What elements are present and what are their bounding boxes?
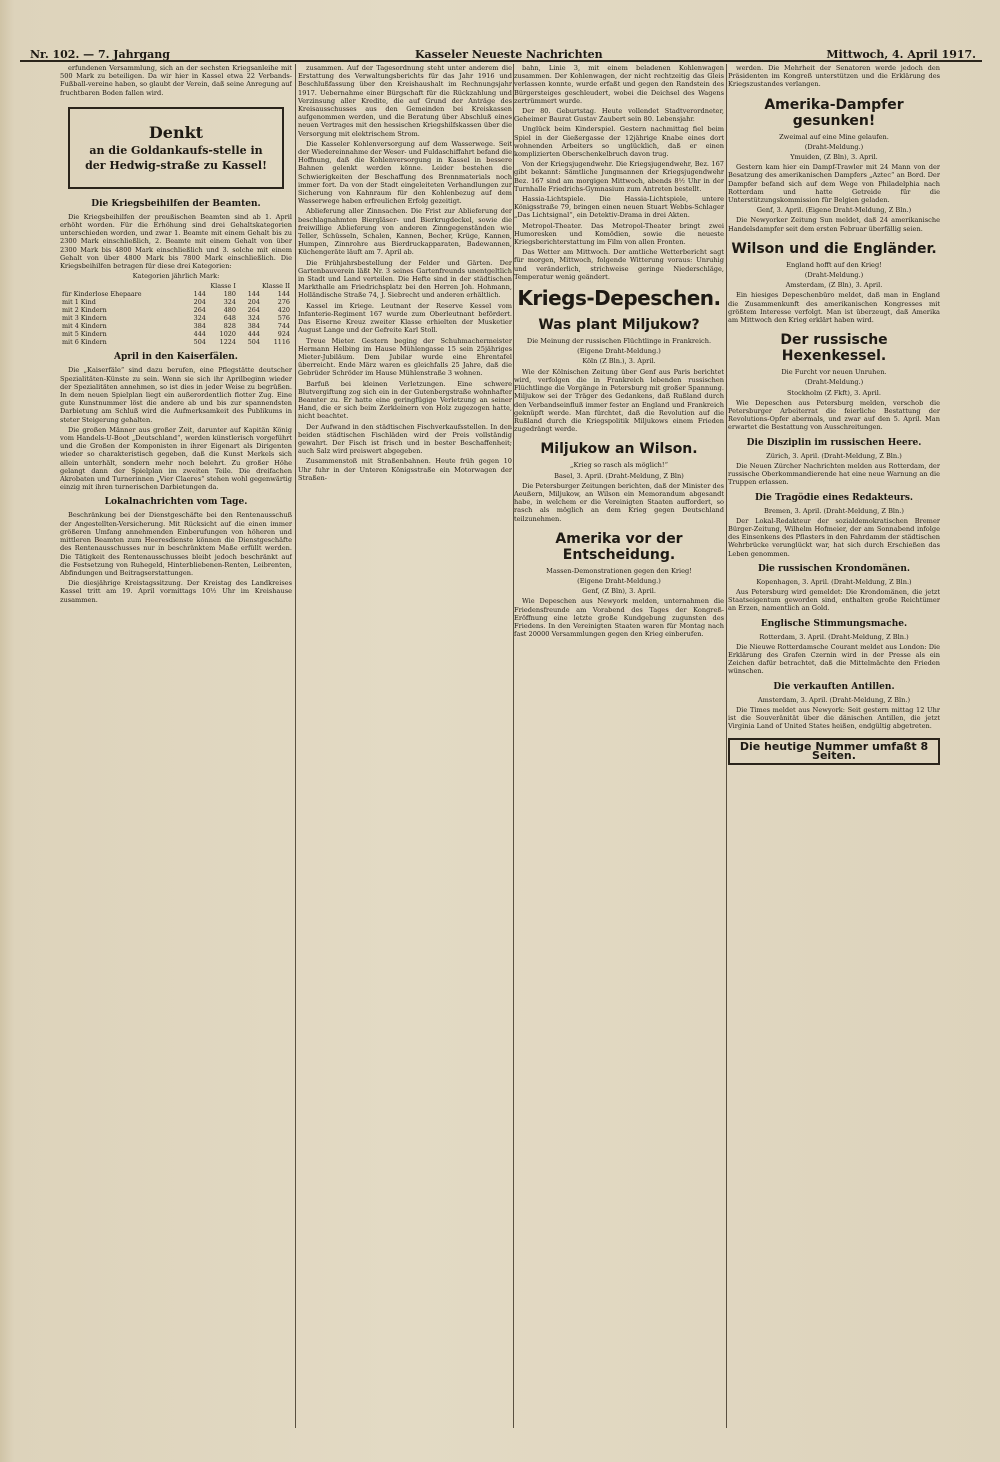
article-heading: Die Kriegsbeihilfen der Beamten. [91,198,261,209]
article-text: Wie der Kölnischen Zeitung über Genf aus Paris berichtet wird, verfolgen die in Frankreich lebenden russischen Flüchtlinge die Vorgänge in Petersburg mit großer Spannung. Miljukow sei der Träger des Gedankens, daß Rußland durch den Verbandseinfluß immer fester an England und Frankreich geknüpft werde. Man fürchtet, daß die Revolution auf die Rußland durch die Kriegspolitik Miljukows einem Frieden zugedrängt werde. [514,367,724,434]
article-text: Die Kasseler Kohlenversorgung auf dem Wasserwege. Seit der Wiedereinnahme der Weser- und Fuldaschiffahrt befand die Hoffnung, daß die Kohlenversorgung in Kassel in bessere Bahnen gelenkt werden könne. Leider bestehen die Schwierigkeiten der Beschaffung des Brennmaterials noch immer fort. Da von der Stadt eingeleiteten Verhandlungen zur Sicherung von Kahnraum für den Kohlenbezug auf dem Wasserwege haben erfreulichen Erfolg gezeitigt. [298,139,512,206]
table-header: Klasse II [261,282,290,291]
dateline: Amsterdam, (Z Bln), 3. April. [785,281,883,290]
article-heading: Die Disziplin im russischen Heere. [746,437,922,448]
page-count-notice: Die heutige Nummer umfaßt 8 Seiten. [728,738,940,764]
table-header: Klasse I [210,282,236,291]
table-row: mit 5 Kindern 444 1020 444 924 [62,330,290,339]
article-text: Die Times meldet aus Newyork: Seit gestern mittag 12 Uhr ist die Souveränität über die dänischen Antillen, die jetzt Virginia Land of United States heißen, endgültig abgetreten. [728,705,940,731]
article-heading: Die verkauften Antillen. [773,681,895,692]
article-subheading: Massen-Demonstrationen gegen den Krieg! [546,566,692,575]
article-heading: Amerika vor der Entscheidung. [555,530,683,563]
newspaper-title: Kasseler Neueste Nachrichten [415,48,603,61]
table-row: mit 6 Kindern 504 1224 504 1116 [62,338,290,347]
article-text: Die Nieuwe Rotterdamsche Courant meldet aus London: Die Erklärung des Grafen Czernin wird in der Presse als ein Zeichen dafür betrachtet, daß die Mittelmächte den Frieden wünschen. [728,642,940,676]
dateline: Bremen, 3. April. (Draht-Meldung, Z Bln.) [764,506,904,515]
article-text: Kassel im Kriege. Leutnant der Reserve Kessel vom Infanterie-Regiment 167 wurde zum Oberleutnant befördert. Das Eiserne Kreuz zweiter Klasse erhielten der Musketier August Lange und der Gefreite Karl Stoll. [298,301,512,335]
article-source: (Draht-Meldung.) [804,378,864,387]
table-header [60,282,184,290]
article-text: erfundenen Versammlung, sich an der sechsten Kriegsanleihe mit 500 Mark zu beteiligen. Da wir hier in Kassel etwa 22 Verbands-Fußball-vereine haben, so glaubt der Verein, daß seine Anregung auf fruchtbaren Boden fallen wird. [60,64,292,97]
article-text: Die Kriegsbeihilfen der preußischen Beamten sind ab 1. April erhöht worden. Für die Erhöhung sind drei Gehaltskategorien unterschieden worden, und zwar 1. Beamte mit einem Gehalt bis zu 2300 Mark einschließlich, 2. Beamte mit einem Gehalt von über 2300 Mark bis 4800 Mark einschließlich und 3. solche mit einem Gehalt von über 4800 Mark bis 7800 Mark einschließlich. Die Kriegsbeihilfen betragen für diese drei Kategorien: [60,212,292,271]
dateline: Genf, 3. April. (Eigene Draht-Meldung, Z Bln.) [756,206,912,215]
goldankauf-notice [68,107,284,189]
article-text: Die Petersburger Zeitungen berichten, daß der Minister des Aeußern, Miljukow, an Wilson ein Memorandum abgesandt habe, in welchem er die Vereinigten Staaten auffordert, so rasch als möglich an dem Krieg gegen Deutschland teilzunehmen. [514,481,724,523]
article-subheading: England hofft auf den Krieg! [786,260,882,269]
article-text: Von der Kriegsjugendwehr. Die Kriegsjugendwehr, Bez. 167 gibt bekannt: Sämtliche Jungmannen der Kriegsjugendwehr Bez. 167 sind am morgigen Mittwoch, abends 8½ Uhr in der Turnhalle Friedrichs-Gymnasium zum Antreten bestellt. [514,160,724,193]
article-text: Die großen Männer aus großer Zeit, darunter auf Kapitän König vom Handels-U-Boot „Deutschland“, werden künstlerisch vorgeführt und die Großen der Komponisten in ihrer Eigenart als Dirigenten wieder so charakteristisch gegeben, daß die Kunst Merkels sich allein unterhält, sondern mehr noch belehrt. Zu großer Höhe gelangt dann der Spielplan im zweiten Teile. Die dreifachen Akrobaten und Turnerinnen „Vier Claeres“ stehen wohl gegenwärtig einzig mit ihren turnerischen Darbietungen da. [60,425,292,492]
article-text: Beschränkung bei der Dienstgeschäfte bei den Rentenausschuß der Angestellten-Versicherung. Mit Rücksicht auf die einen immer größeren Umfang annehmenden Einberufungen von höheren und mittleren Beamten zum Heeresdienste können die Dienstgeschäfte des Rentenausschusses nur in beschränktem Maße erfüllt werden. Die Tätigkeit des Rentenausschusses bleibt jedoch beschränkt auf die Festsetzung von Ruhegeld, Hinterbliebenen-Renten, Leibrenten, Abfindungen und Beitragserstattungen. [60,511,292,577]
article-text: Die diesjährige Kreistagssitzung. Der Kreistag des Landkreises Kassel tritt am 19. April vormittags 10½ Uhr im Kreishause zusammen. [60,579,292,604]
article-text: Die Frühjahrsbestellung der Felder und Gärten. Der Gartenbauverein läßt Nr. 3 seines Gartenfreunds unentgeltlich in Stadt und Land verteilen. Die Hefte sind in der städtischen Markthalle am Friedrichsplatz bei den Herren Joh. Hohmann, Holländische Straße 74, J. Siebrecht und anderen erhältlich. [298,258,512,300]
table-row: mit 1 Kind 204 324 204 276 [62,298,290,307]
article-heading: April in den Kaiserfälen. [114,352,238,363]
article-text: Unglück beim Kinderspiel. Gestern nachmittag fiel beim Spiel in der Gießergasse der 12jährige Knabe eines dort wohnenden Arbeiters so unglücklich, daß er einen komplizierten Oberschenkelbruch davon trug. [514,125,724,159]
table-row: für Kinderlose Ehepaare 144 180 144 144 [62,290,290,299]
article-text: Die Neuen Zürcher Nachrichten melden aus Rotterdam, der russische Oberkommandierende hat eine neue Warnung an die Truppen erlassen. [728,461,940,487]
dateline: Ymuiden, (Z Bln), 3. April. [790,153,878,162]
article-heading: Wilson und die Engländer. [731,240,937,257]
article-text: Das Wetter am Mittwoch. Der amtliche Wetterbericht sagt für morgen, Mittwoch, folgende Witterung voraus: Unruhig und veränderlich, strichweise geringe Niederschläge, Temperatur wenig geändert. [514,248,724,281]
article-text: Aus Petersburg wird gemeldet: Die Krondomänen, die jetzt Staatseigentum geworden sind, enthalten große Reichtümer an Erzen, namentlich an Gold. [728,587,940,613]
article-text: Der Aufwand in den städtischen Fischverkaufsstellen. In den beiden städtischen Fischläden wird der Preis vollständig gewahrt. Der Fisch ist frisch und in bester Beschaffenheit; auch Salz wird preiswert abgegeben. [298,422,512,456]
article-source: (Eigene Draht-Meldung.) [577,576,661,585]
article-text: Ein hiesiges Depeschenbüro meldet, daß man in England die Zusammenkunft des amerikanischen Kongresses mit größtem Interesse verfolgt. Man ist überzeugt, daß Amerika am Mittwoch den Krieg erklärt haben wird. [728,291,940,325]
article-text: Die „Kaiserfäle“ sind dazu berufen, eine Pflegstätte deutscher Spezialitäten-Künste zu sein. Wenn sie sich ihr Aprilbeginn wieder der Spezialitäten annehmen, so ist dies in jeder Weise zu begrüßen. In dem neuen Spielplan liegt ein außerordentlich flotter Zug. Eine gute Kunstnummer löst die andere ab und bis zur spannendsten Darbietung am Schluß wird die Aufmerksamkeit des Publikums in steter Steigerung gehalten. [60,366,292,424]
beihilfen-table [60,282,292,346]
dateline: Köln (Z Bln.), 3. April. [582,357,656,366]
table-caption: Kategorien jährlich Mark: [132,272,220,281]
dateline: Genf, (Z Bln), 3. April. [582,587,656,596]
article-heading: Die russischen Krondomänen. [757,563,911,574]
dateline: Amsterdam, 3. April. (Draht-Meldung, Z Bln.) [757,695,911,704]
article-subheading: Die Furcht vor neuen Unruhen. [781,368,887,377]
notice-headline: Denkt [148,122,204,142]
article-heading: Der russische Hexenkessel. [780,332,888,365]
article-text: Die Newyorker Zeitung Sun meldet, daß 24 amerikanische Handelsdampfer seit dem ersten Februar überfällig seien. [728,216,940,233]
masthead [20,34,982,62]
column-rule [726,64,727,1428]
section-heading-kriegs-depeschen: Kriegs-Depeschen. [517,286,721,311]
column-4 [728,64,940,1432]
article-subheading: „Krieg so rasch als möglich!“ [570,461,668,470]
column-3 [514,64,724,1432]
article-subheading: Die Meinung der russischen Flüchtlinge in Frankreich. [526,337,712,346]
dateline: Kopenhagen, 3. April. (Draht-Meldung, Z Bln.) [756,577,912,586]
article-heading: Die Tragödie eines Redakteurs. [754,492,914,503]
article-text: Zusammenstoß mit Straßenbahnen. Heute früh gegen 10 Uhr fuhr in der Unteren Königsstraße ein Motorwagen der Straßen- [298,457,512,482]
article-text: zusammen. Auf der Tagesordnung steht unter anderem die Erstattung des Verwaltungsberichts für das Jahr 1916 und Beschlußfassung über den Kreishaushalt im Rechnungsjahr 1917. Uebernahme einer Bürgschaft für die Rückzahlung und Verzinsung aller Kredite, die auf Grund der Anträge des Kreisausschusses aus den Gemeinden bei Kreiskassen aufgenommen werden, und die Beratung über Abschluß eines neuen Vertrages mit den hessischen Kriegshilfskassen über die Versorgung mit elektrischem Strom. [298,64,512,138]
article-text: bahn, Linie 3, mit einem beladenen Kohlenwagen zusammen. Der Kohlenwagen, der nicht rechtzeitig das Gleis verlassen konnte, wurde erfaßt und gegen den Randstein des Bürgersteiges geschleudert, wobei die Deichsel des Wagens zertrümmert wurde. [514,64,724,105]
article-text: Wie Depeschen aus Petersburg melden, verschob die Petersburger Arbeiterrat die feierliche Bestattung der Revolutions-Opfer abermals, und zwar auf den 5. April. Man erwartet die Bestattung von Ausschreitungen. [728,398,940,432]
dateline: Rotterdam, 3. April. (Draht-Meldung, Z Bln.) [759,632,909,641]
table-row: mit 3 Kindern 324 648 324 576 [62,314,290,323]
article-text: Metropol-Theater. Das Metropol-Theater bringt zwei Humoresken und Komödien, sowie die neueste Kriegsberichterstattung im Film von allen Fronten. [514,221,724,247]
article-subheading: Zweimal auf eine Mine gelaufen. [779,132,889,141]
dateline: Basel, 3. April. (Draht-Meldung, Z Bln) [554,471,684,480]
table-row: mit 2 Kindern 264 480 264 420 [62,306,290,315]
column-1 [60,64,292,1432]
article-heading: Englische Stimmungsmache. [760,618,908,629]
issue-date: Mittwoch, 4. April 1917. [826,48,976,61]
dateline: Stockholm (Z Fkft), 3. April. [786,388,881,397]
article-heading: Lokalnachrichten vom Tage. [104,497,248,508]
article-text: Der 80. Geburtstag. Heute vollendet Stadtverordneter, Geheimer Baurat Gustav Zaubert sein 80. Lebensjahr. [514,107,724,124]
article-text: werden. Die Mehrheit der Senatoren werde jedoch den Präsidenten im Kongreß unterstützen und die Erklärung des Kriegszustandes verlangen. [728,64,940,89]
article-source: (Eigene Draht-Meldung.) [577,347,661,356]
article-source: (Draht-Meldung.) [804,142,864,151]
table-header-row [60,282,292,290]
dateline: Zürich, 3. April. (Draht-Meldung, Z Bln.) [766,451,902,460]
article-heading: Was plant Miljukow? [538,317,700,334]
article-heading: Amerika-Dampfer gesunken! [764,96,904,129]
article-text: Wie Depeschen aus Newyork melden, unternahmen die Friedensfreunde am Vorabend des Tages der Kongreß-Eröffnung eine letzte große Kundgebung zugunsten des Friedens. In den Vereinigten Staaten waren für Montag nach fast 20000 Versammlungen gegen den Krieg einberufen. [514,597,724,639]
column-rule [295,64,296,1428]
article-text: Treue Mieter. Gestern beging der Schuhmachermeister Hermann Helbing im Hause Mühlengasse 15 sein 25jähriges Mieter-Jubiläum. Dem Jubilar wurde eine Ehrentafel überreicht. Ende März waren es gleichfalls 25 Jahre, daß die Gebrüder Schröder im Hause Mühlenstraße 3 wohnen. [298,336,512,378]
table-row: mit 4 Kindern 384 828 384 744 [62,322,290,331]
article-heading: Miljukow an Wilson. [540,441,698,458]
column-2 [298,64,512,1432]
article-text: Hassia-Lichtspiele. Die Hassia-Lichtspiele, untere Königsstraße 79, bringen einen neuen Stuart Webbs-Schlager „Das Lichtsignal“, ein Detektiv-Drama in drei Akten. [514,195,724,220]
article-source: (Draht-Meldung.) [804,271,864,280]
issue-number: Nr. 102. — 7. Jahrgang [30,48,170,61]
notice-text: an die Goldankaufs-stelle in der Hedwig-straße zu Kassel! [85,143,267,172]
article-text: Ablieferung aller Zinnsachen. Die Frist zur Ablieferung der beschlagnahmten Biergläser- und Bierkrugdeckel, sowie die freiwillige Ablieferung von anderen Zinngegenständen wie Teller, Schüsseln, Schalen, Kannen, Becher, Krüge, Kannen, Humpen, Zinnrohre aus Bierdruckapparaten, Badewannen, Küchengeräte läuft am 7. April ab. [298,207,512,257]
article-text: Barfuß bei kleinen Verletzungen. Eine schwere Blutvergiftung zog sich ein in der Gutenbergstraße wohnhafter Beamter zu. Er hatte eine geringfügige Verletzung an seiner Hand, die er sich beim Zerkleinern von Holz zugezogen hatte, nicht beachtet. [298,379,512,421]
article-text: Der Lokal-Redakteur der sozialdemokratischen Bremer Bürger-Zeitung, Wilhelm Hofmeier, der am Sonnabend infolge des Einsenkens des Pflasters in den Fahrdamm der städtischen Wehrbrücke verunglückt war, hat sich durch Erschießen das Leben genommen. [728,516,940,558]
article-text: Gestern kam hier ein Dampf-Trawler mit 24 Mann von der Besatzung des amerikanischen Dampfers „Aztec“ an Bord. Der Dampfer befand sich auf dem Wege von Philadelphia nach Rotterdam und hatte Getreide für die Unterstützungskommission für Belgien geladen. [728,163,940,205]
